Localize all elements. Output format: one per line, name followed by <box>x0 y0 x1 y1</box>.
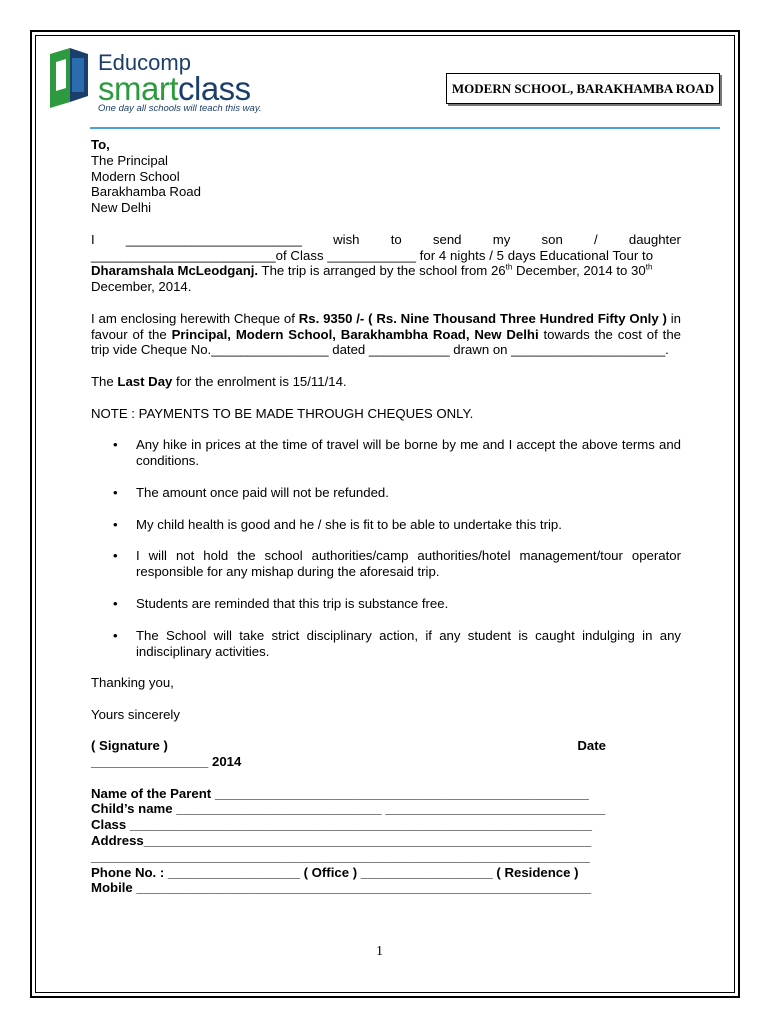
parent-name-field: Name of the Parent ___________________________________________________ <box>91 785 589 801</box>
payee: Principal, Modern School, Barakhambha Road, New Delhi <box>171 326 539 342</box>
address-field-line-2: ____________________________________________________________________ <box>91 848 590 864</box>
thanking-text: Thanking you, <box>91 675 174 691</box>
child-name-field: Child’s name ____________________________ ______________________________ <box>91 801 606 817</box>
class-field: Class _______________________________________________________________ <box>91 817 592 833</box>
signature-label: ( Signature ) <box>91 738 168 754</box>
date-label: Date <box>577 738 606 754</box>
cheque-paragraph: I am enclosing herewith Cheque of Rs. 9350 /- ( Rs. Nine Thousand Three Hundred Fifty Only ) in favour of the Principal, Modern School, Barakhambha Road, New Delhi towards the cost of the trip vide Cheque No.________________ dated ___________ drawn on _____________________. <box>91 310 681 358</box>
consent-line-3: Dharamshala McLeodganj. The trip is arranged by the school from 26th December, 2014 to 30th <box>91 262 653 279</box>
list-item: • My child health is good and he / she is fit to be able to undertake this trip. <box>113 516 562 532</box>
phone-field: Phone No. : __________________ ( Office ) __________________ ( Residence ) <box>91 864 579 880</box>
bullet-icon: • <box>113 595 118 611</box>
address-line: New Delhi <box>91 200 152 216</box>
cheque-amount: Rs. 9350 /- ( Rs. Nine Thousand Three Hundred Fifty Only ) <box>298 310 667 326</box>
logo-brand-top: Educomp <box>98 50 191 75</box>
consent-paragraph <box>91 232 681 295</box>
letter-body <box>91 137 681 896</box>
address-line: Barakhamba Road <box>91 184 201 200</box>
educomp-smartclass-logo <box>48 46 262 118</box>
list-item: • The amount once paid will not be refunded. <box>113 484 389 500</box>
consent-line-1: I ________________________ wish to send my son / daughter <box>91 231 681 247</box>
date-line: ________________ 2014 <box>91 754 242 770</box>
yours-sincerely-text: Yours sincerely <box>91 706 180 722</box>
address-line: Modern School <box>91 168 180 184</box>
page-number: 1 <box>376 944 383 959</box>
bullet-icon: • <box>113 548 118 564</box>
list-item: • Any hike in prices at the time of travel will be borne by me and I accept the above terms and conditions. <box>113 437 681 468</box>
address-block <box>91 137 681 216</box>
bullet-icon: • <box>113 627 118 643</box>
bullet-icon: • <box>113 516 118 532</box>
address-field: Address_____________________________________________________________ <box>91 833 592 849</box>
salutation: To, <box>91 137 110 152</box>
address-line: The Principal <box>91 152 168 168</box>
parent-details-form <box>91 786 681 897</box>
bullet-icon: • <box>113 484 118 500</box>
logo-tagline: One day all schools will teach this way. <box>98 103 262 114</box>
list-item: • Students are reminded that this trip is substance free. <box>113 595 449 611</box>
school-title: MODERN SCHOOL, BARAKHAMBA ROAD <box>451 80 715 96</box>
school-title-box <box>446 73 720 104</box>
signature-row <box>91 738 606 754</box>
payment-note: NOTE : PAYMENTS TO BE MADE THROUGH CHEQUES ONLY. <box>91 405 474 421</box>
logo-brand-smart: smart <box>98 70 178 107</box>
mobile-field: Mobile ______________________________________________________________ <box>91 880 592 896</box>
header-divider <box>90 127 720 129</box>
consent-line-2: _________________________of Class ____________ for 4 nights / 5 days Educational Tour to <box>91 247 654 263</box>
logo-brand-class: class <box>178 70 251 107</box>
list-item: • I will not hold the school authorities/camp authorities/hotel management/tour operator responsible for any mishap during the aforesaid trip. <box>113 548 681 580</box>
destination: Dharamshala McLeodganj. <box>91 263 259 279</box>
smartclass-logo-icon <box>48 48 90 108</box>
consent-line-4: December, 2014. <box>91 279 192 295</box>
list-item: • The School will take strict disciplinary action, if any student is caught indulging in any indisciplinary activities. <box>113 627 681 659</box>
last-day-paragraph: The Last Day for the enrolment is 15/11/14. <box>91 373 347 389</box>
terms-list <box>91 437 681 659</box>
bullet-icon: • <box>113 437 118 453</box>
